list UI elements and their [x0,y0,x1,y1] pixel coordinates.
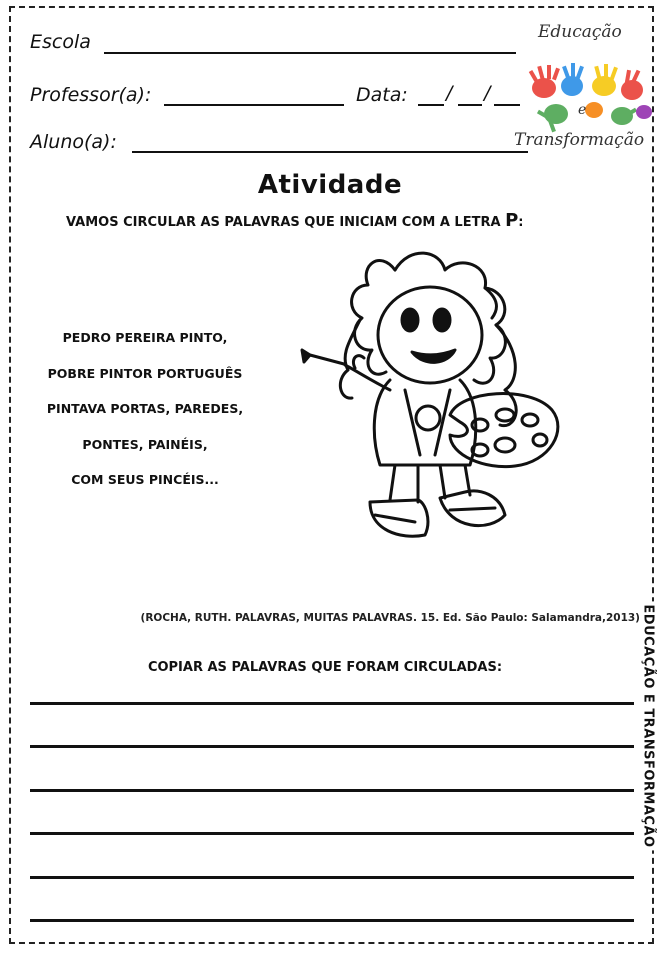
writing-line[interactable] [30,919,634,922]
side-watermark [638,588,658,864]
citation-book: PALAVRAS, MUITAS PALAVRAS [235,612,413,624]
student-label: Aluno(a): [30,131,117,153]
instruction-text: VAMOS CIRCULAR AS PALAVRAS QUE INICIAM COM A LETRA [66,215,501,230]
writing-line[interactable] [30,745,634,748]
poem-line: PONTES, PAINÉIS, [82,436,208,452]
logo-text-bottom: Transformação [514,130,645,150]
logo-text-connector: e [578,102,587,118]
writing-line[interactable] [30,702,634,705]
teacher-field[interactable] [164,104,344,106]
activity-title: Atividade [257,170,403,200]
colored-hands-icon [514,18,662,138]
copy-instruction: COPIAR AS PALAVRAS QUE FORAM CIRCULADAS: [147,660,503,675]
poem-line: COM SEUS PINCÉIS... [71,472,219,487]
school-field[interactable] [104,52,516,54]
writing-line[interactable] [30,876,634,879]
citation-suffix: . 15. Ed. São Paulo: Salamandra,2013) [412,612,640,624]
poem [14,327,276,505]
writing-line[interactable] [30,789,634,792]
instruction-letter: P [505,210,519,231]
date-day-field[interactable] [418,104,444,106]
writing-line[interactable] [30,832,634,835]
citation-prefix: (ROCHA, RUTH. [140,612,232,624]
date-separator: / [446,82,453,104]
date-label: Data: [356,84,408,106]
citation [141,612,640,624]
student-field[interactable] [132,151,528,153]
date-separator: / [484,82,491,104]
poem-line: POBRE PINTOR PORTUGUÊS [47,365,243,381]
date-month-field[interactable] [458,104,482,106]
poem-line: PINTAVA PORTAS, PAREDES, [46,401,244,416]
teacher-label: Professor(a): [30,84,152,106]
instruction-colon: : [518,215,524,230]
poem-line: PEDRO PEREIRA PINTO, [62,330,228,345]
school-label: Escola [30,31,91,53]
activity-instruction [66,210,523,231]
painter-girl-illustration [300,240,570,570]
education-logo [514,18,662,153]
side-text: EDUCAÇÃO E TRANSFORMAÇÃO [641,601,656,850]
logo-text-top: Educação [538,22,622,42]
